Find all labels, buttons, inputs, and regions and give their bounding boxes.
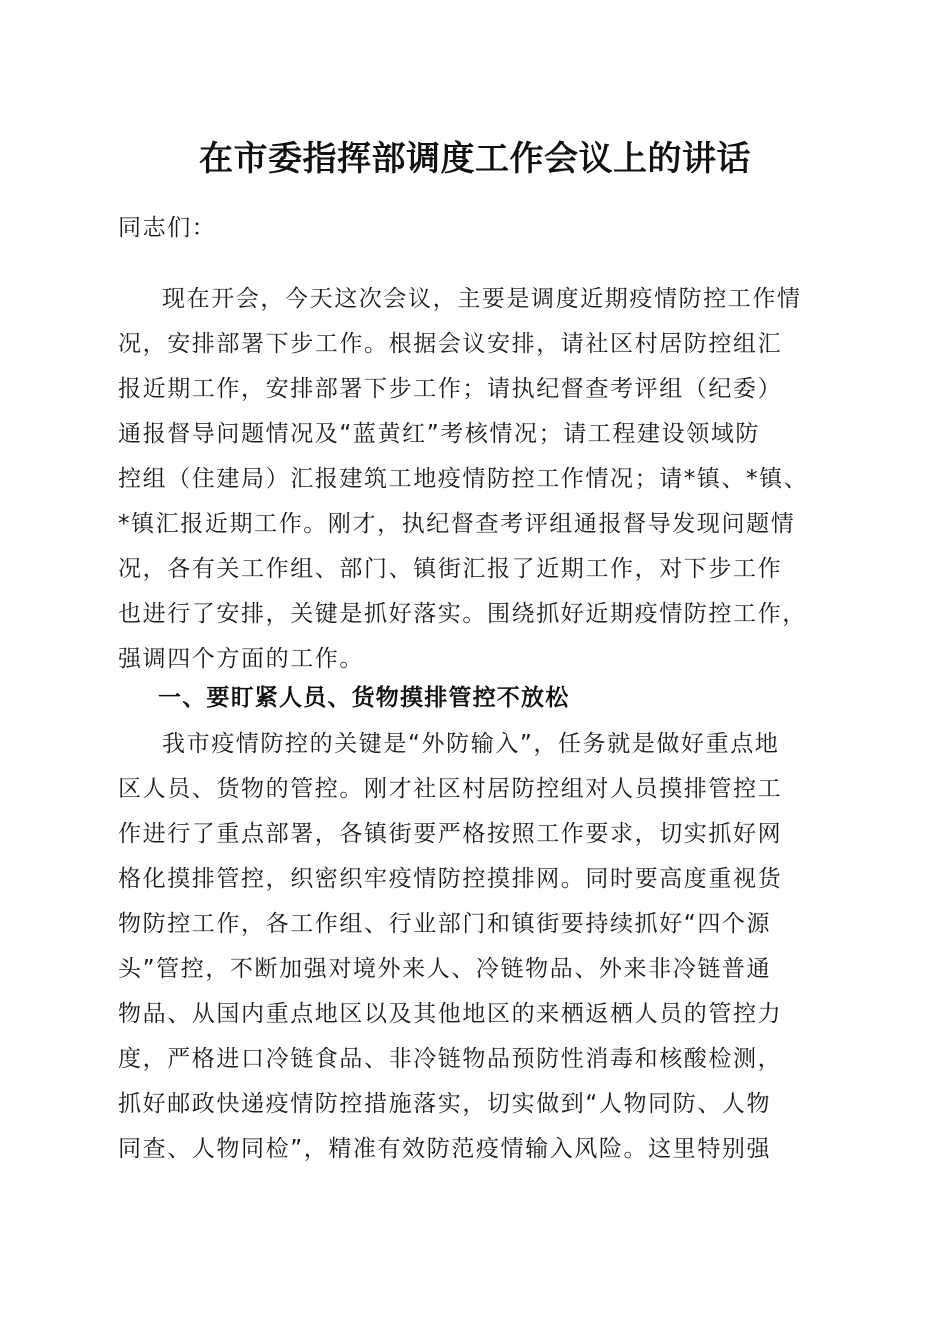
paragraph-line: 度，严格进口冷链食品、非冷链物品预防性消毒和核酸检测， [118,1046,783,1072]
paragraph-line: 现在开会，今天这次会议，主要是调度近期疫情防控工作情 [162,286,802,312]
paragraph-line: 物防控工作，各工作组、行业部门和镇街要持续抓好“四个源 [118,911,772,937]
paragraph-line: 也进行了安排，关键是抓好落实。围绕抓好近期疫情防控工作， [118,601,807,627]
paragraph-line: 我市疫情防控的关键是“外防输入”，任务就是做好重点地 [162,731,780,757]
paragraph-line: 抓好邮政快递疫情防控措施落实，切实做到“人物同防、人物 [118,1091,772,1117]
paragraph-line: 区人员、货物的管控。刚才社区村居防控组对人员摸排管控工 [118,776,783,802]
paragraph-line: 格化摸排管控，织密织牢疫情防控摸排网。同时要高度重视货 [118,866,783,892]
paragraph-line: 作进行了重点部署，各镇街要严格按照工作要求，切实抓好网 [118,821,783,847]
paragraph-line: 物品、从国内重点地区以及其他地区的来栖返栖人员的管控力 [118,1001,783,1027]
paragraph-line: 通报督导问题情况及“蓝黄红”考核情况；请工程建设领域防 [118,421,761,447]
paragraph-line: 况，各有关工作组、部门、镇街汇报了近期工作，对下步工作 [118,556,783,582]
paragraph-line: 头”管控，不断加强对境外来人、冷链物品、外来非冷链普通 [118,956,772,982]
paragraph-section-1 [118,722,834,1172]
paragraph-line: 控组（住建局）汇报建筑工地疫情防控工作情况；请*镇、*镇、 [118,466,809,492]
section-heading-1: 一、要盯紧人员、货物摸排管控不放松 [158,685,570,711]
paragraph-opening [118,277,834,682]
salutation: 同志们： [118,215,217,241]
paragraph-line: 同查、人物同检”，精准有效防范疫情输入风险。这里特别强 [118,1136,772,1162]
paragraph-line: 报近期工作，安排部署下步工作；请执纪督查考评组（纪委） [118,376,783,402]
document-title: 在市委指挥部调度工作会议上的讲话 [199,139,751,179]
paragraph-line: 强调四个方面的工作。 [118,646,364,672]
paragraph-line: *镇汇报近期工作。刚才，执纪督查考评组通报督导发现问题情 [118,511,796,537]
paragraph-line: 况，安排部署下步工作。根据会议安排，请社区村居防控组汇 [118,331,783,357]
